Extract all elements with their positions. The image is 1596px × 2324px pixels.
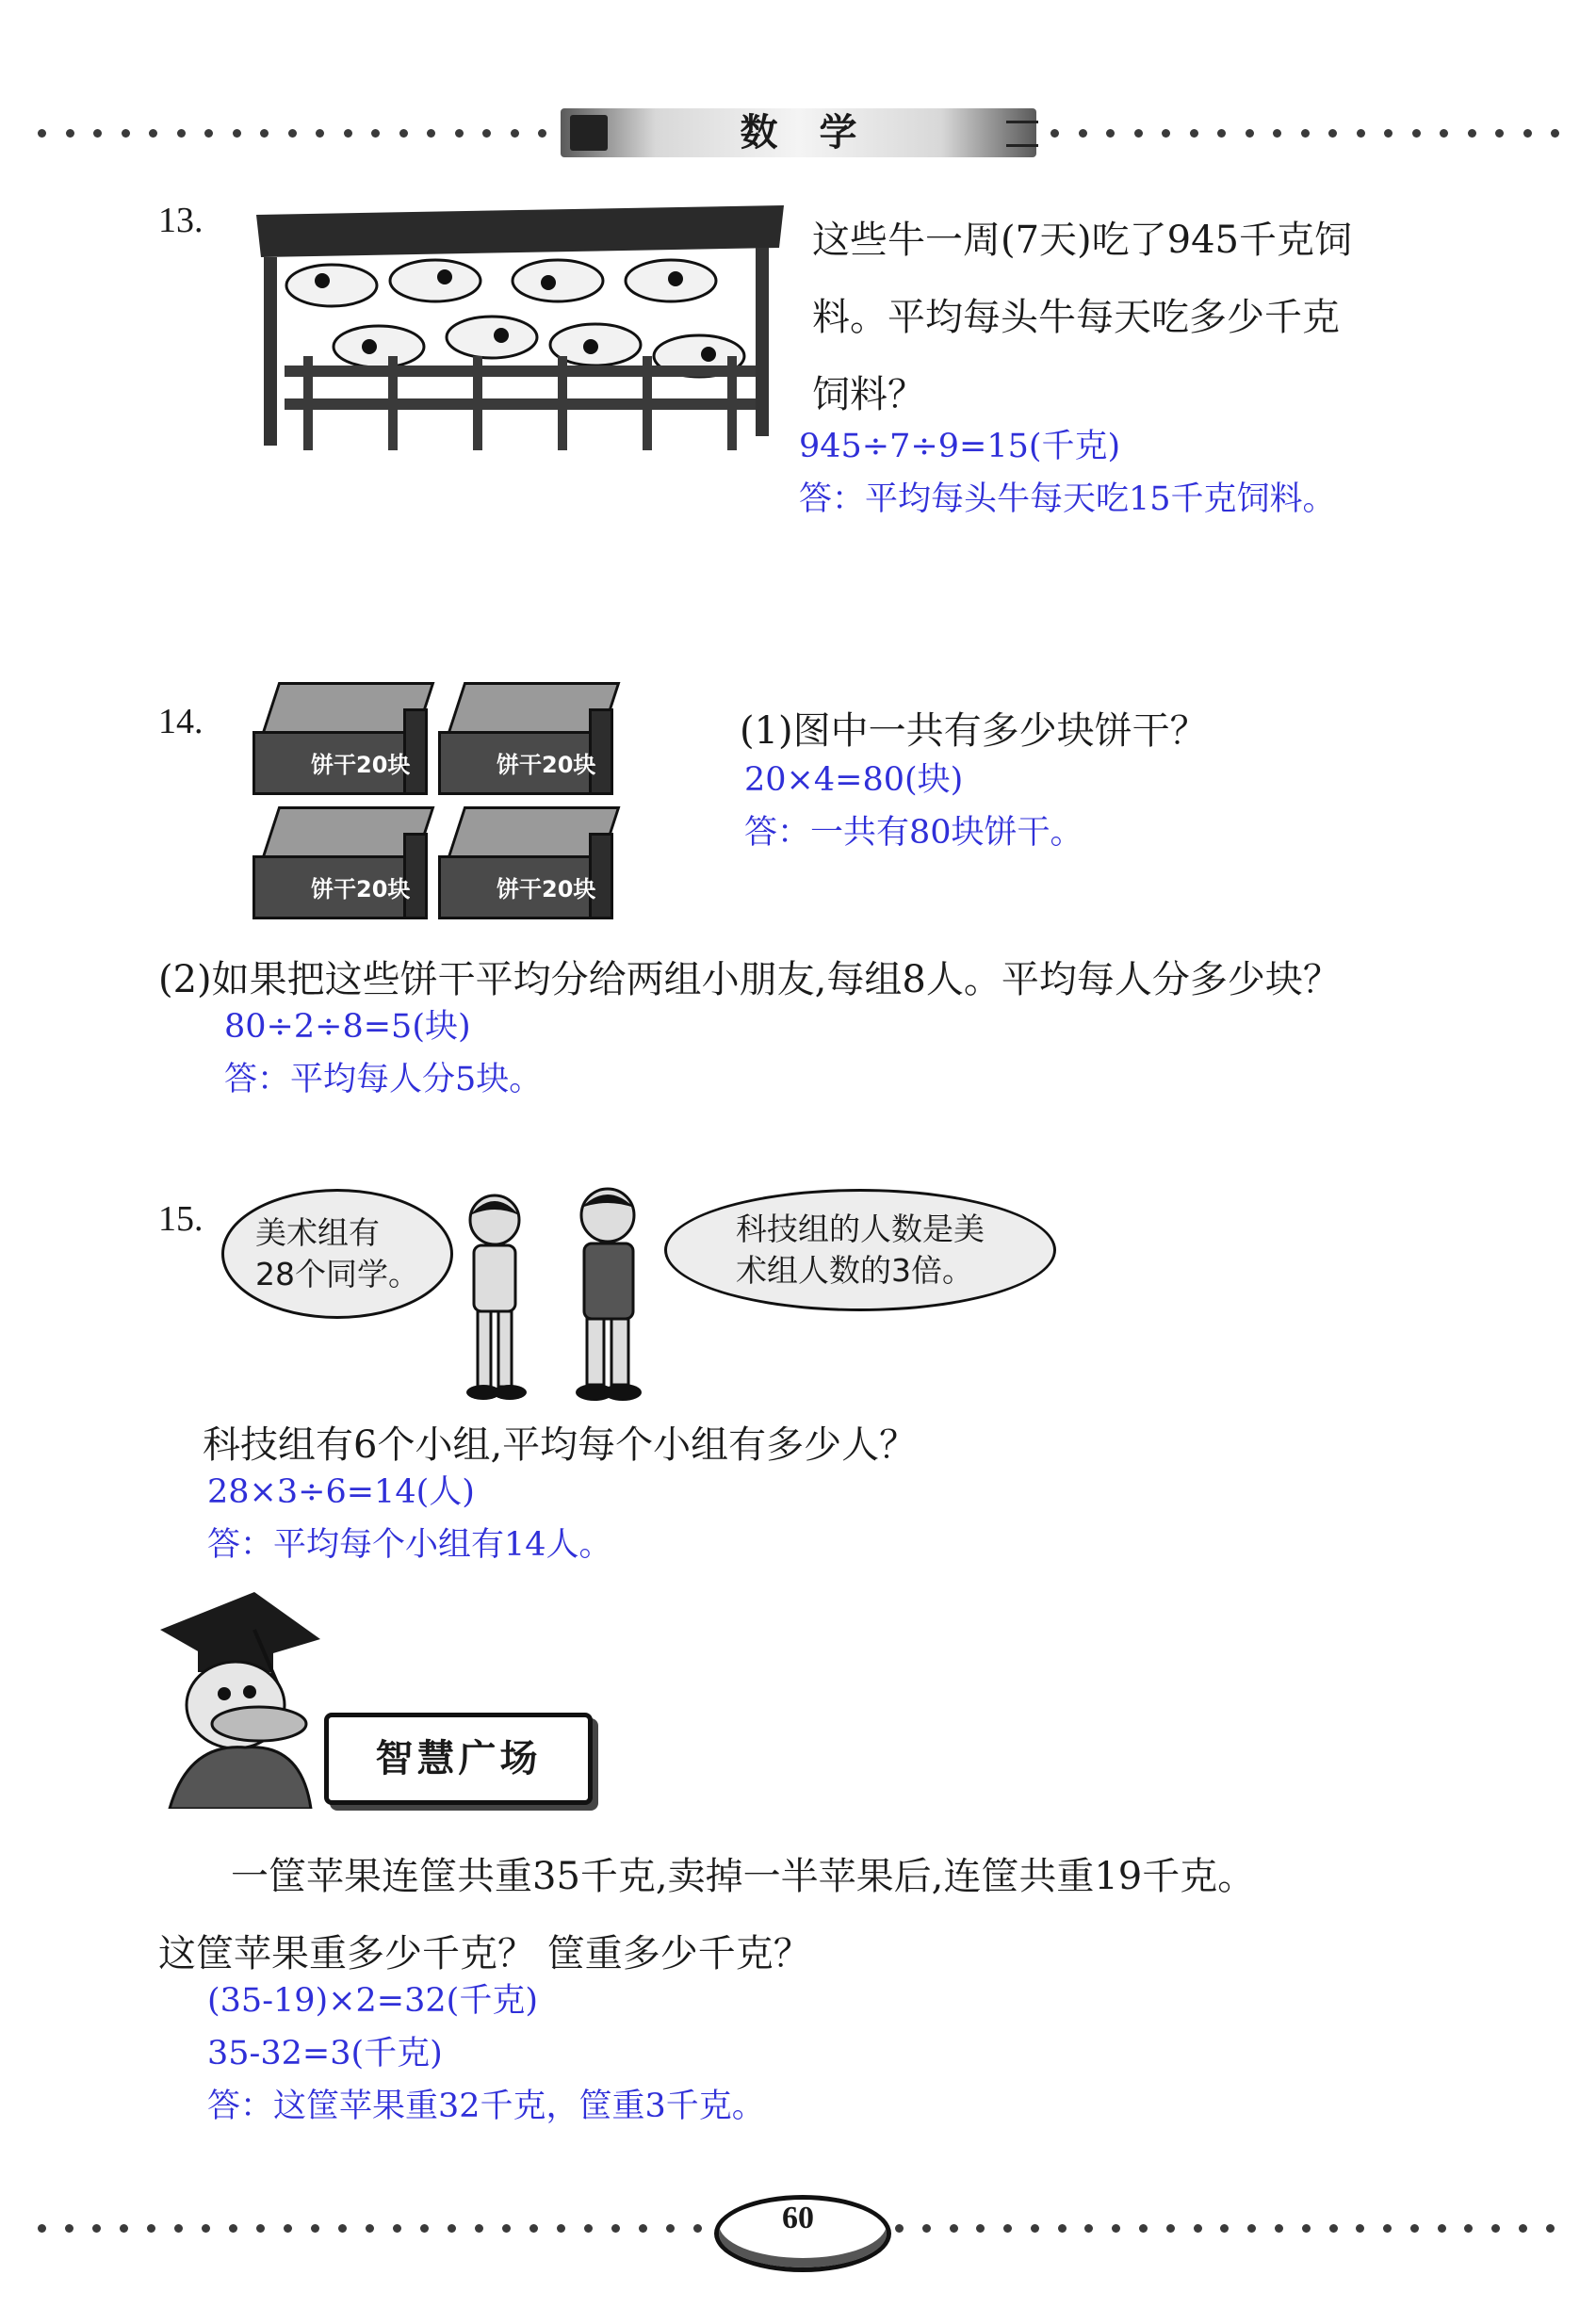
question-number-13: 13. [158,201,204,240]
question-13-text: 这些牛一周(7天)吃了945千克饲 料。平均每头牛每天吃多少千克 饲料？ [812,219,1353,416]
question-15-text: 科技组有6个小组,平均每个小组有多少人？ [203,1423,918,1467]
page-number: 60 [782,2201,814,2235]
children-illustration [438,1187,664,1406]
header-dots-right [1050,128,1559,138]
question-13-answer: 945÷7÷9=15(千克) 答：平均每头牛每天吃15千克饲料。 [799,428,1336,518]
header-dots-left [38,128,546,138]
wisdom-text-line2: 这筐苹果重多少千克？ 筐重多少千克？ [158,1932,811,1975]
speech-bubble-left: 美术组有 28个同学。 [221,1189,453,1319]
cow-barn-illustration [247,205,793,450]
wisdom-text-line1: 一筐苹果连筐共重35千克,卖掉一半苹果后,连筐共重19千克。 [231,1855,1256,1898]
question-14-part1: (1)图中一共有多少块饼干？ [740,709,1208,753]
speech-bubble-right: 科技组的人数是美 术组人数的3倍。 [664,1189,1056,1311]
question-14-part1-answer: 20×4=80(块) 答：一共有80块饼干。 [744,761,1083,852]
wisdom-title: 智慧广场 [375,1737,542,1780]
question-14-part2-answer: 80÷2÷8=5(块) 答：平均每人分5块。 [224,1008,543,1098]
question-14-part2: (2)如果把这些饼干平均分给两组小朋友,每组8人。平均每人分多少块？ [158,958,1341,1001]
biscuit-box-3: 饼干20块 [252,806,427,919]
duck-scholar-mascot [151,1592,339,1809]
footer-dots-right [895,2223,1555,2233]
footer-dots-left [38,2223,702,2233]
question-number-15: 15. [158,1199,204,1239]
biscuit-box-4: 饼干20块 [438,806,612,919]
header-title: 数学 [740,111,899,154]
wisdom-answer: (35-19)×2=32(千克) 35-32=3(千克) 答：这筐苹果重32千克，筐重3千克。 [207,1982,765,2125]
question-number-14: 14. [158,702,204,741]
question-15-answer: 28×3÷6=14(人) 答：平均每个小组有14人。 [207,1473,612,1564]
biscuit-box-1: 饼干20块 [252,682,427,795]
biscuit-box-2: 饼干20块 [438,682,612,795]
